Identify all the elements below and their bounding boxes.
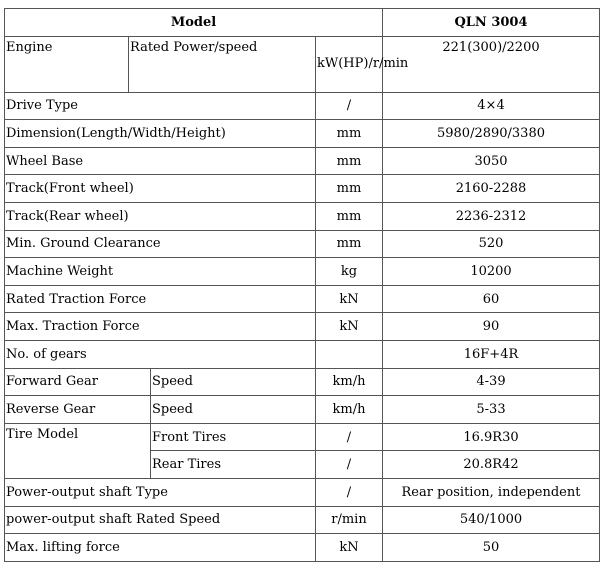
model-header: Model (5, 9, 383, 37)
reverse-gear-row (5, 396, 600, 424)
tire-model-label: Tire Model (5, 423, 151, 478)
param-unit: kN (316, 534, 383, 562)
table-row (5, 120, 600, 148)
table-row (5, 92, 600, 120)
table-row (5, 313, 600, 341)
engine-sub-label: Rated Power/speed (129, 36, 316, 92)
rear-tires-unit: / (316, 451, 383, 479)
table-row (5, 202, 600, 230)
param-label: power-output shaft Rated Speed (5, 506, 316, 534)
param-value: 2236-2312 (383, 202, 600, 230)
param-unit: mm (316, 230, 383, 258)
param-value: 10200 (383, 258, 600, 286)
param-value: 90 (383, 313, 600, 341)
param-unit: mm (316, 202, 383, 230)
param-value: 540/1000 (383, 506, 600, 534)
forward-gear-label: Forward Gear (5, 368, 151, 396)
param-label: Rated Traction Force (5, 285, 316, 313)
reverse-gear-unit: km/h (316, 396, 383, 424)
param-unit: mm (316, 175, 383, 203)
param-value: 4×4 (383, 92, 600, 120)
rear-tires-value: 20.8R42 (383, 451, 600, 479)
param-value: 2160-2288 (383, 175, 600, 203)
front-tires-unit: / (316, 423, 383, 451)
engine-unit: kW(HP)/r/min (316, 36, 383, 92)
rear-tires-label: Rear Tires (151, 451, 316, 479)
table-row (5, 285, 600, 313)
tire-front-row (5, 423, 600, 451)
reverse-gear-value: 5-33 (383, 396, 600, 424)
param-unit: kg (316, 258, 383, 286)
front-tires-value: 16.9R30 (383, 423, 600, 451)
param-unit: / (316, 478, 383, 506)
param-label: Track(Rear wheel) (5, 202, 316, 230)
engine-label: Engine (5, 36, 129, 92)
param-value: 520 (383, 230, 600, 258)
table-row (5, 175, 600, 203)
engine-value: 221(300)/2200 (383, 36, 600, 92)
param-value: 16F+4R (383, 340, 600, 368)
param-label: Max. Traction Force (5, 313, 316, 341)
param-unit (316, 340, 383, 368)
forward-gear-value: 4-39 (383, 368, 600, 396)
param-value: 3050 (383, 147, 600, 175)
table-row (5, 534, 600, 562)
forward-gear-sub: Speed (151, 368, 316, 396)
table-row (5, 147, 600, 175)
reverse-gear-sub: Speed (151, 396, 316, 424)
table-row (5, 506, 600, 534)
param-unit: mm (316, 120, 383, 148)
param-label: Machine Weight (5, 258, 316, 286)
param-value: Rear position, independent (383, 478, 600, 506)
param-label: Power-output shaft Type (5, 478, 316, 506)
model-value-header: QLN 3004 (383, 9, 600, 37)
param-unit: r/min (316, 506, 383, 534)
param-label: Drive Type (5, 92, 316, 120)
table-row (5, 258, 600, 286)
forward-gear-row (5, 368, 600, 396)
param-value: 60 (383, 285, 600, 313)
param-unit: kN (316, 313, 383, 341)
front-tires-label: Front Tires (151, 423, 316, 451)
param-unit: / (316, 92, 383, 120)
table-row (5, 230, 600, 258)
param-label: Max. lifting force (5, 534, 316, 562)
header-row (5, 9, 600, 37)
spec-table (4, 8, 600, 562)
param-value: 50 (383, 534, 600, 562)
param-label: Track(Front wheel) (5, 175, 316, 203)
forward-gear-unit: km/h (316, 368, 383, 396)
table-row (5, 478, 600, 506)
param-label: No. of gears (5, 340, 316, 368)
param-label: Wheel Base (5, 147, 316, 175)
table-row (5, 340, 600, 368)
engine-row (5, 36, 600, 92)
param-label: Dimension(Length/Width/Height) (5, 120, 316, 148)
param-value: 5980/2890/3380 (383, 120, 600, 148)
param-label: Min. Ground Clearance (5, 230, 316, 258)
param-unit: mm (316, 147, 383, 175)
param-unit: kN (316, 285, 383, 313)
reverse-gear-label: Reverse Gear (5, 396, 151, 424)
